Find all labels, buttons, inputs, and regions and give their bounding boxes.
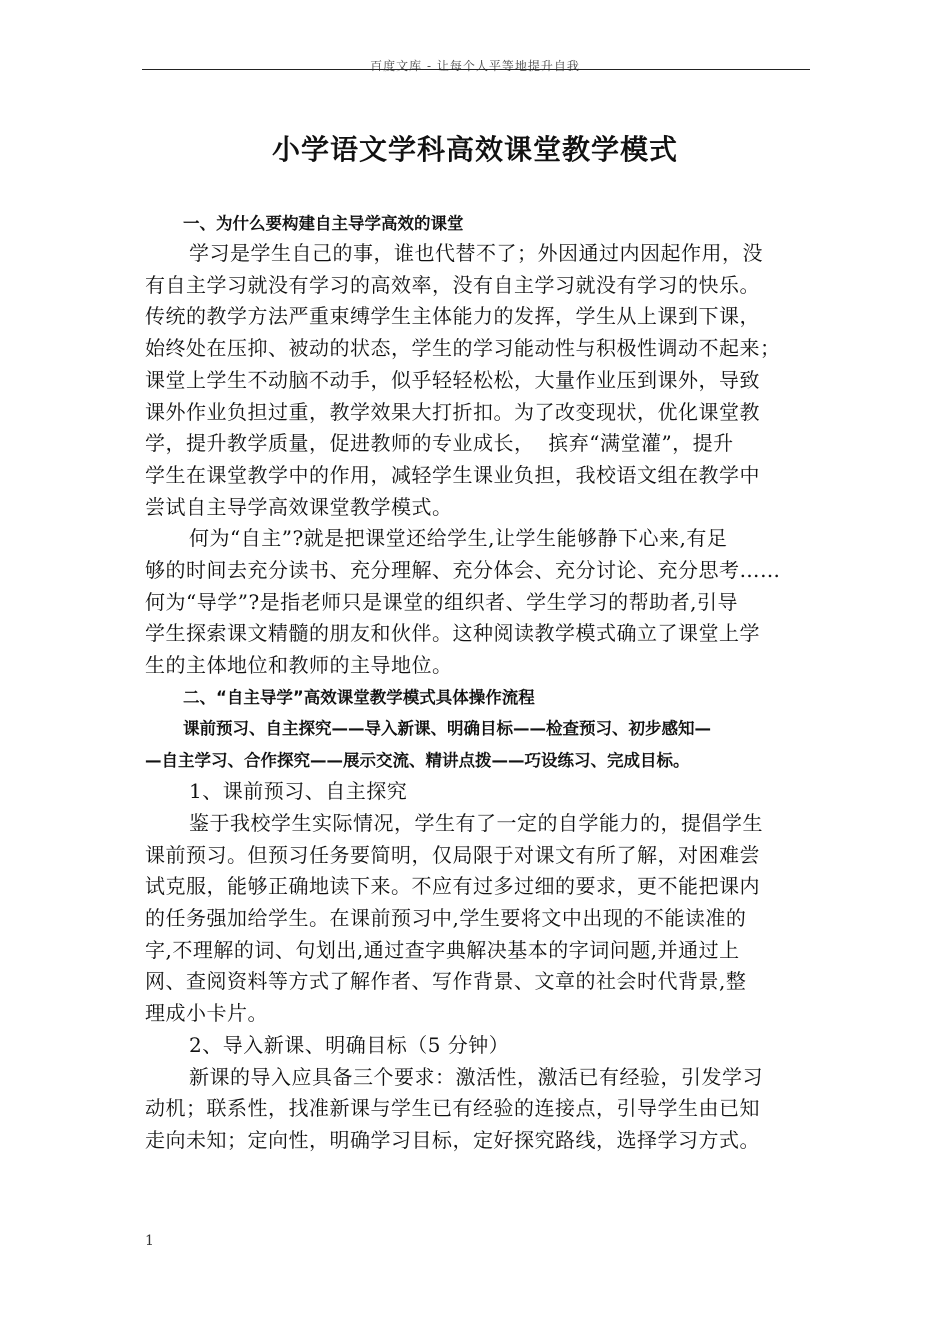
para-line: 学，提升教学质量，促进教师的专业成长， 摈弃“满堂灌”，提升	[145, 431, 734, 456]
page-header: 百度文库 - 让每个人平等地提升自我	[370, 59, 580, 73]
flow-line: —自主学习、合作探究——展示交流、精讲点拨——巧设练习、完成目标。	[145, 750, 690, 770]
para-line: 学生在课堂教学中的作用，减轻学生课业负担，我校语文组在教学中	[145, 462, 760, 487]
para-line: 课堂上学生不动脑不动手，似乎轻轻松松，大量作业压到课外，导致	[145, 367, 760, 392]
para-line: 理成小卡片。	[145, 1001, 268, 1026]
para-line: 学习是学生自己的事，谁也代替不了；外因通过内因起作用，没	[189, 241, 763, 265]
page-number: 1	[145, 1233, 154, 1249]
step2	[145, 1030, 820, 1157]
para-line: 新课的导入应具备三个要求：激活性，激活已有经验，引发学习	[189, 1064, 763, 1089]
para-line: 够的时间去充分读书、充分理解、充分体会、充分讨论、充分思考……	[145, 558, 781, 583]
section1-paragraph1	[145, 238, 820, 523]
para-line: 鉴于我校学生实际情况，学生有了一定的自学能力的，提倡学生	[189, 810, 763, 835]
para-line: 何为“自主”?就是把课堂还给学生,让学生能够静下心来,有足	[189, 526, 728, 551]
section2-heading: 二、“自主导学”高效课堂教学模式具体操作流程	[183, 687, 535, 707]
header-divider	[142, 69, 810, 70]
step2-title: 2、导入新课、明确目标（5 分钟）	[189, 1032, 510, 1057]
para-line: 尝试自主导学高效课堂教学模式。	[145, 494, 453, 519]
para-line: 生的主体地位和教师的主导地位。	[145, 653, 453, 678]
para-line: 动机；联系性，找准新课与学生已有经验的连接点，引导学生由已知	[145, 1096, 760, 1121]
flow-line: 课前预习、自主探究——导入新课、明确目标——检查预习、初步感知—	[183, 718, 711, 738]
para-line: 何为“导学”?是指老师只是课堂的组织者、学生学习的帮助者,引导	[145, 589, 739, 614]
para-line: 有自主学习就没有学习的高效率，没有自主学习就没有学习的快乐。	[145, 272, 760, 297]
section1-paragraph2	[145, 523, 820, 682]
para-line: 学生探索课文精髓的朋友和伙伴。这种阅读教学模式确立了课堂上学	[145, 621, 760, 646]
para-line: 网、查阅资料等方式了解作者、写作背景、文章的社会时代背景,整	[145, 969, 747, 994]
step1-title: 1、课前预习、自主探究	[189, 779, 408, 804]
section1-heading: 一、为什么要构建自主导学高效的课堂	[183, 214, 464, 233]
para-line: 走向未知；定向性，明确学习目标，定好探究路线，选择学习方式。	[145, 1127, 760, 1152]
para-line: 字,不理解的词、句划出,通过查字典解决基本的字词问题,并通过上	[145, 937, 740, 962]
para-line: 课外作业负担过重，教学效果大打折扣。为了改变现状，优化课堂教	[145, 399, 760, 424]
step1	[145, 776, 820, 1030]
para-line: 始终处在压抑、被动的状态，学生的学习能动性与积极性调动不起来；	[145, 336, 781, 361]
para-line: 课前预习。但预习任务要简明，仅局限于对课文有所了解，对困难尝	[145, 842, 760, 867]
document-title: 小学语文学科高效课堂教学模式	[271, 133, 678, 166]
flow-summary	[145, 713, 820, 776]
document-body	[145, 209, 820, 1157]
para-line: 传统的教学方法严重束缚学生主体能力的发挥，学生从上课到下课，	[145, 304, 760, 329]
para-line: 试克服，能够正确地读下来。不应有过多过细的要求，更不能把课内	[145, 874, 760, 899]
para-line: 的任务强加给学生。在课前预习中,学生要将文中出现的不能读准的	[145, 906, 747, 931]
